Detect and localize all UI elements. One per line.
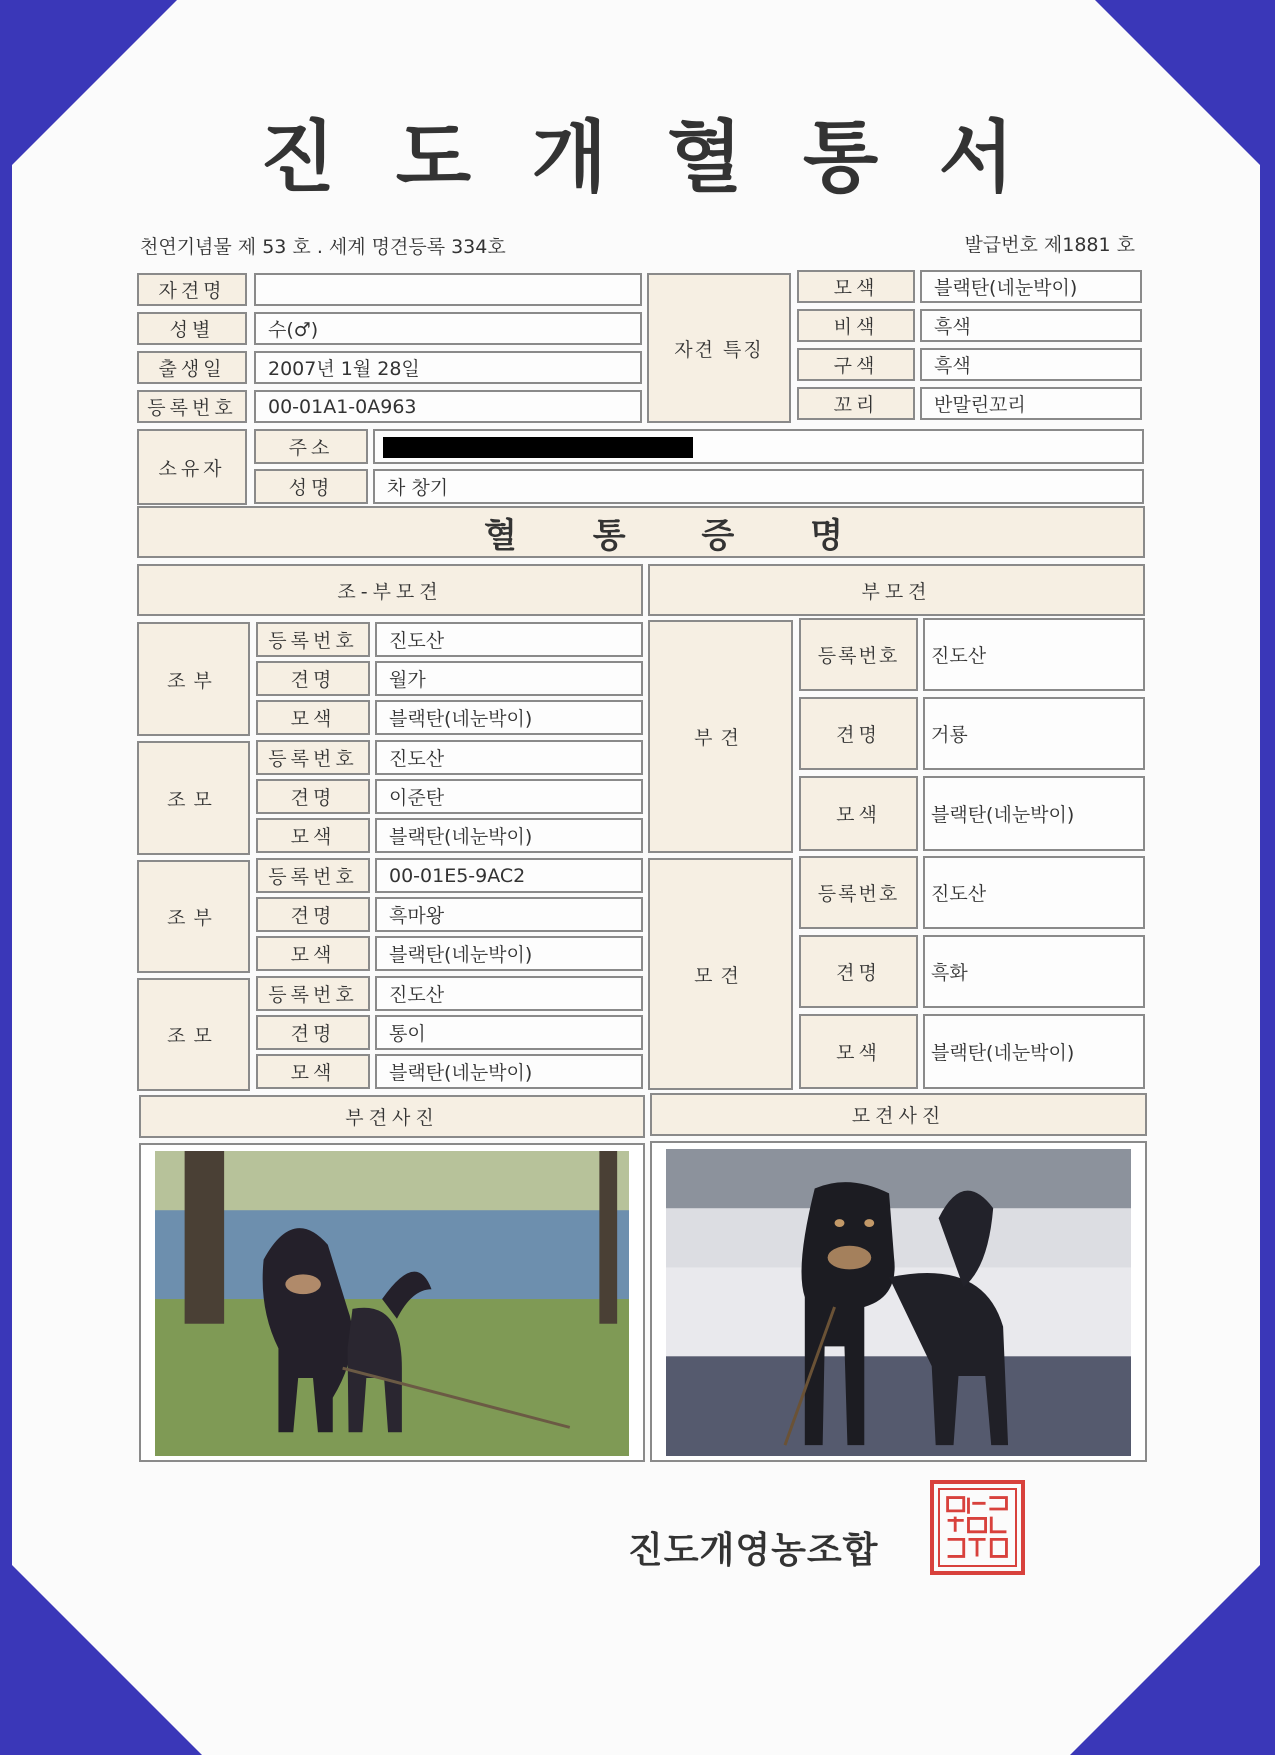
parent-field-label: 견명 — [799, 697, 918, 770]
owner-name-label: 성명 — [254, 469, 368, 504]
grandparent-field-value: 이준탄 — [375, 779, 643, 814]
title-char: 서 — [938, 113, 1020, 203]
parent-field-value: 블랙탄(네눈박이) — [923, 776, 1145, 851]
grandparent-field-label: 견명 — [256, 1015, 370, 1050]
dam-label: 모견 — [648, 858, 793, 1090]
grandparent-field-value: 통이 — [375, 1015, 643, 1050]
grandparent-field-label: 모색 — [256, 936, 370, 971]
grandparent-field-value: 블랙탄(네눈박이) — [375, 1054, 643, 1089]
grandparent-field-label: 견명 — [256, 779, 370, 814]
grandsire-label: 조부 — [137, 622, 250, 736]
dam-photo — [650, 1141, 1147, 1462]
title-char: 진 — [260, 113, 342, 203]
banner-char: 혈 — [484, 515, 517, 556]
parent-field-value: 진도산 — [923, 856, 1145, 929]
grandparents-header: 조-부모견 — [137, 564, 643, 616]
corner-tab-bottom-right — [1070, 1565, 1260, 1755]
seal-inner-border — [938, 1488, 1017, 1567]
grandparent-field-label: 등록번호 — [256, 740, 370, 775]
parent-field-label: 모색 — [799, 1014, 918, 1089]
sex-value: 수(♂) — [254, 312, 642, 345]
parent-field-label: 모색 — [799, 776, 918, 851]
parent-field-value: 흑화 — [923, 935, 1145, 1008]
title-char: 통 — [802, 113, 885, 203]
banner-char: 증 — [701, 515, 735, 556]
feature-value: 반말린꼬리 — [920, 387, 1142, 420]
feature-value: 흑색 — [920, 309, 1142, 342]
grandparent-field-value: 진도산 — [375, 740, 643, 775]
title-char: 도 — [395, 113, 478, 203]
red-seal-stamp — [930, 1480, 1025, 1575]
sire-photo-header: 부견사진 — [139, 1095, 645, 1138]
grandparent-field-label: 모색 — [256, 1054, 370, 1089]
title-char: 혈 — [667, 113, 749, 203]
grandparent-field-label: 모색 — [256, 700, 370, 735]
grandparent-field-label: 등록번호 — [256, 858, 370, 893]
parent-field-label: 등록번호 — [799, 618, 918, 691]
feature-label: 모색 — [797, 270, 915, 303]
owner-label: 소유자 — [137, 429, 247, 505]
grandparent-field-value: 블랙탄(네눈박이) — [375, 818, 643, 853]
dog-name-value — [254, 273, 642, 306]
parent-field-value: 블랙탄(네눈박이) — [923, 1014, 1145, 1089]
grandparent-field-value: 00-01E5-9AC2 — [375, 858, 643, 893]
feature-value: 흑색 — [920, 348, 1142, 381]
sire-label: 부견 — [648, 620, 793, 853]
grandparent-field-label: 견명 — [256, 897, 370, 932]
feature-value: 블랙탄(네눈박이) — [920, 270, 1142, 303]
corner-tab-bottom-left — [12, 1565, 202, 1755]
parent-field-value: 진도산 — [923, 618, 1145, 691]
seal-pattern — [940, 1490, 1015, 1565]
feature-label: 비색 — [797, 309, 915, 342]
grandparent-field-value: 월가 — [375, 661, 643, 696]
owner-name-value: 차 창기 — [373, 469, 1144, 504]
issuer-name: 진도개영농조합 — [628, 1530, 879, 1571]
sire-photo — [139, 1143, 645, 1462]
granddam-label: 조모 — [137, 741, 250, 855]
reg-number-value: 00-01A1-0A963 — [254, 390, 642, 423]
redaction-bar — [383, 437, 693, 458]
feature-label: 꼬리 — [797, 387, 915, 420]
grandparent-field-value: 흑마왕 — [375, 897, 643, 932]
grandparent-field-label: 견명 — [256, 661, 370, 696]
birth-label: 출생일 — [137, 351, 247, 384]
issue-number: 발급번호 제1881 호 — [964, 234, 1135, 256]
registry-subtitle: 천연기념물 제 53 호 . 세계 명견등록 334호 — [140, 236, 506, 258]
banner-char: 통 — [592, 515, 626, 556]
dog-name-label: 자견명 — [137, 273, 247, 306]
grandparent-field-value: 블랙탄(네눈박이) — [375, 700, 643, 735]
reg-number-label: 등록번호 — [137, 390, 247, 423]
feature-label: 구색 — [797, 348, 915, 381]
grandparent-field-value: 진도산 — [375, 976, 643, 1011]
parent-field-label: 등록번호 — [799, 856, 918, 929]
granddam-label: 조모 — [137, 978, 250, 1091]
parents-header: 부모견 — [648, 564, 1145, 616]
parent-field-value: 거룡 — [923, 697, 1145, 770]
page-title — [260, 95, 1020, 207]
grandparent-field-value: 진도산 — [375, 622, 643, 657]
parent-field-label: 견명 — [799, 935, 918, 1008]
dam-photo-header: 모견사진 — [650, 1093, 1147, 1136]
grandparent-field-label: 등록번호 — [256, 976, 370, 1011]
owner-address-label: 주소 — [254, 429, 368, 464]
sex-label: 성별 — [137, 312, 247, 345]
grandparent-field-label: 등록번호 — [256, 622, 370, 657]
pedigree-banner — [137, 506, 1145, 558]
corner-tab-top-right — [1095, 0, 1260, 165]
features-header: 자견 특징 — [647, 273, 791, 423]
banner-char: 명 — [810, 515, 843, 556]
grandsire-label: 조부 — [137, 860, 250, 973]
grandparent-field-value: 블랙탄(네눈박이) — [375, 936, 643, 971]
title-char: 개 — [531, 113, 613, 203]
grandparent-field-label: 모색 — [256, 818, 370, 853]
birth-value: 2007년 1월 28일 — [254, 351, 642, 384]
corner-tab-top-left — [12, 0, 177, 165]
